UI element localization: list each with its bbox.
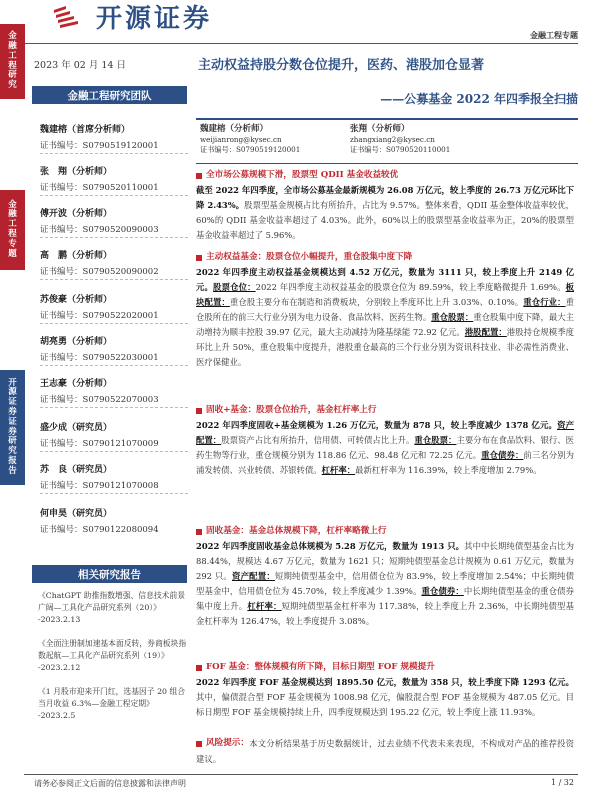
related-reports-band: 相关研究报告 — [32, 565, 187, 583]
analyst-cert: 证书编号：S0790522030001 — [40, 353, 159, 363]
logo-text: 开源证券 — [96, 3, 213, 34]
analyst-cert: 证书编号：S0790522070003 — [40, 395, 159, 405]
author-block — [200, 124, 300, 155]
analyst-entry — [40, 164, 190, 193]
analyst-cert: 证书编号：S0790121070009 — [40, 439, 159, 449]
risk-warning — [196, 736, 574, 767]
analyst-divider — [40, 153, 188, 154]
analyst-entry — [40, 420, 190, 449]
analyst-entry — [40, 462, 190, 491]
analyst-cert: 证书编号：S0790520090003 — [40, 225, 159, 235]
section-heading: 全市场公募规模下滑，股票型 QDII 基金收益较优 — [196, 168, 574, 183]
team-title-band: 金融工程研究团队 — [32, 86, 187, 104]
keyword: 杠杆率： — [247, 601, 282, 612]
analyst-name: 苏 良（研究员） — [40, 465, 113, 475]
analyst-cert: 证书编号：S0790122080094 — [40, 525, 159, 535]
section-text: 中长期纯债型基金的重仓债券集中度上升。 — [196, 586, 574, 612]
section-lead: 截至 2022 年四季度，全市场公募基金最新规模为 26.08 万亿元，较上季度的 26.73 万亿元环比下降 2.43%。 — [196, 185, 575, 211]
related-report-date: -2023.2.13 — [38, 615, 81, 625]
author-block — [350, 124, 450, 155]
analyst-cert: 证书编号：S0790519120001 — [40, 141, 159, 151]
author-bottom-rule — [196, 163, 578, 164]
section-text: 股票资产占比有所抬升，信用债、可转债占比上升。 — [221, 435, 415, 446]
analyst-divider — [40, 237, 188, 238]
keyword: 资产配置： — [232, 571, 275, 582]
analyst-divider — [40, 451, 188, 452]
page-number: 1 / 32 — [550, 778, 574, 787]
keyword: 重仓股票： — [431, 312, 474, 323]
keyword: 重仓债券： — [481, 450, 524, 461]
keyword: 杠杆率： — [321, 465, 356, 476]
keyword: 港股配置： — [464, 327, 507, 338]
summary-section-market — [196, 168, 574, 243]
keyword: 重仓行业： — [523, 297, 566, 308]
analyst-name: 胡亮勇（分析师） — [40, 337, 113, 347]
section-heading: 固收基金：基金总体规模下降，杠杆率略微上行 — [196, 524, 574, 539]
section-body: 本文分析结果基于历史数据统计，过去业绩不代表未来表现，不构成对产品的推荐投资建议。 — [196, 738, 574, 764]
author-name: 魏建榕（分析师） — [200, 124, 269, 134]
section-body: 股票型基金规模占比有所抬升，占比为 9.57%。整体来看，QDII 基金整体收益率较优，60%的 QDII 基金收益率超过了 4.03%。此外，60%以上的股票型基金收益率为正，20%的股票型基金收益率超过了 5.96%。 — [196, 200, 574, 241]
header-divider — [24, 43, 578, 44]
footer-divider — [24, 774, 578, 775]
analyst-entry — [40, 206, 190, 235]
analyst-name: 傅开波（分析师） — [40, 209, 113, 219]
keyword: 重仓股票： — [414, 435, 457, 446]
related-report-item[interactable] — [38, 590, 188, 626]
side-stripe-report: 开源证券 证券研究报告 — [0, 370, 25, 485]
section-lead: 2022 年四季度 FOF 基金规模达到 1895.50 亿元，数量为 358 只，较上季度下降 1293 亿元。 — [196, 677, 574, 688]
section-lead: 2022 年四季度固收基金总体规模为 5.28 万亿元，数量为 1913 只。 — [196, 541, 465, 552]
related-report-item[interactable] — [38, 638, 188, 674]
author-top-rule — [196, 118, 578, 120]
bullet-square-icon — [196, 741, 202, 747]
analyst-divider — [40, 493, 188, 494]
analyst-entry — [40, 334, 190, 363]
summary-section-active-equity — [196, 250, 574, 370]
section-text: 主要分布在食品饮料、银行、医药生物等行业，重仓规模分别为 118.86 亿元、98.48 亿元和 72.25 亿元。 — [196, 435, 575, 461]
company-logo — [52, 2, 213, 34]
analyst-divider — [40, 365, 188, 366]
analyst-name: 张 翔（分析师） — [40, 167, 113, 177]
analyst-cert: 证书编号：S0790520110001 — [40, 183, 159, 193]
section-heading: 风险提示： — [196, 736, 249, 751]
section-text: 重仓股集中度下降，最大主动增持为顺丰控股 39.97 亿元，最大主动减持为隆基绿能 72.92 亿元。 — [196, 312, 575, 338]
analyst-name: 苏俊豪（分析师） — [40, 295, 113, 305]
bullet-square-icon — [196, 408, 202, 414]
section-body: 其中中长期纯债型基金占比为 88.44%，规模达 4.67 万亿元，数量为 1621 只；短期纯债型基金总计规模为 0.61 万亿元，数量为 292 只。 — [196, 541, 575, 582]
analyst-divider — [40, 407, 188, 408]
analyst-cert: 证书编号：S0790520090002 — [40, 267, 159, 277]
author-email[interactable]: zhangxiang2@kysec.cn — [350, 135, 435, 145]
analyst-entry — [40, 506, 190, 535]
keyword: 股票仓位： — [213, 282, 256, 293]
related-report-date: -2023.2.5 — [38, 711, 76, 721]
keyword: 重仓债券： — [421, 586, 464, 597]
author-email[interactable]: weijianrong@kysec.cn — [200, 135, 282, 145]
section-text: 港股持仓规模季度环比上升 50%，重仓股集中度提升，港股重仓最高的三个行业分别为资讯科技业、非必需性消费业、医疗保健业。 — [196, 327, 574, 368]
analyst-name: 王志豪（分析师） — [40, 379, 113, 389]
footer-disclaimer: 请务必参阅正文后面的信息披露和法律声明 — [34, 779, 186, 788]
related-report-title[interactable]: 《1 月股市迎来开门红，选基因子 20 组合当月收益 6.3%—金融工程定期》 — [38, 687, 186, 709]
summary-section-fixed-income — [196, 524, 574, 629]
section-text: 重仓股主要分布在制造和消费板块，分别较上季度环比上升 3.03%、0.10%。 — [229, 297, 524, 308]
author-cert: 证书编号：S0790520110001 — [350, 145, 451, 155]
analyst-cert: 证书编号：S0790522020001 — [40, 311, 159, 321]
bullet-square-icon — [196, 255, 202, 261]
analyst-cert: 证书编号：S0790121070008 — [40, 481, 159, 491]
keyword: 板块配置： — [196, 282, 575, 308]
logo-mark-icon — [52, 4, 88, 28]
bullet-square-icon — [196, 173, 202, 179]
related-report-title[interactable]: 《全面注册制加速基本面反转，券商板块指数起航—工具化产品研究系列（19）》 — [38, 639, 187, 661]
section-text: 2022 年四季度主动权益基金的股票仓位为 89.59%，较上季度略微提升 1.69%。 — [255, 282, 566, 293]
report-subtitle: ——公募基金 2022 年四季报全扫描 — [380, 92, 578, 106]
section-heading: 固收+基金：股票仓位抬升，基金杠杆率上行 — [196, 403, 574, 418]
analyst-entry — [40, 248, 190, 277]
analyst-entry — [40, 122, 190, 151]
author-name: 张翔（分析师） — [350, 124, 410, 134]
analyst-divider — [40, 195, 188, 196]
analyst-name: 盛少成（研究员） — [40, 423, 113, 433]
report-date: 2023 年 02 月 14 日 — [34, 60, 126, 71]
section-text: 重仓股所在的前三大行业分别为电力设备、食品饮料、医药生物。 — [196, 297, 575, 323]
bullet-square-icon — [196, 665, 202, 671]
analyst-divider — [40, 279, 188, 280]
related-report-item[interactable] — [38, 686, 188, 722]
section-text: 前三名分别为浦发转债、兴业转债、苏银转债。 — [196, 450, 575, 476]
section-text: 短期纯债型基金中，信用债仓位为 83.9%，较上季度增加 2.54%；中长期纯债型基金中，信用债仓位为 45.70%，较上季度减少 1.39%。 — [196, 571, 574, 597]
side-stripe-topic: 金融工程专题 — [0, 190, 25, 270]
report-title: 主动权益持股分数仓位提升，医药、港股加仓显著 — [198, 58, 485, 73]
section-lead: 2022 年四季度固收+基金规模为 1.26 万亿元，数量为 878 只，较上季度减少 1378 亿元。 — [196, 420, 558, 431]
analyst-divider — [40, 323, 188, 324]
section-body: 其中，偏债混合型 FOF 基金规模为 1008.98 亿元，偏股混合型 FOF 基金规模为 487.05 亿元。目标日期型 FOF 基金规模持续上升，四季度规模达到 195.22 亿元，较上季度上涨 11.93%。 — [196, 692, 574, 718]
analyst-name: 何申昊（研究员） — [40, 509, 113, 519]
bullet-square-icon — [196, 529, 202, 535]
side-stripe-research: 金融工程研究 — [0, 24, 25, 99]
section-text: 最新杠杆率为 116.39%，较上季度增加 2.79%。 — [355, 465, 542, 476]
author-cert: 证书编号：S0790519120001 — [200, 145, 301, 155]
related-report-date: -2023.2.12 — [38, 663, 81, 673]
section-heading: 主动权益基金：股票仓位小幅提升，重仓股集中度下降 — [196, 250, 574, 265]
section-text: 短期纯债型基金杠杆率为 117.38%，较上季度上升 2.36%，中长期纯债型基金杠杆率为 126.47%，较上季度提升 3.08%。 — [196, 601, 574, 627]
analyst-name: 高 鹏（分析师） — [40, 251, 113, 261]
summary-section-fixed-income-plus — [196, 403, 574, 478]
summary-section-fof — [196, 660, 574, 720]
analyst-entry — [40, 292, 190, 321]
analyst-entry — [40, 376, 190, 405]
section-lead: 2022 年四季度主动权益基金规模达到 4.52 万亿元，数量为 3111 只，较上季度上升 2149 亿元。 — [196, 267, 574, 293]
section-heading: FOF 基金：整体规模有所下降，目标日期型 FOF 规模提升 — [196, 660, 574, 675]
analyst-name: 魏建榕（首席分析师） — [40, 125, 131, 135]
related-report-title[interactable]: 《ChatGPT 助推指数增强、信息技术前景广阔—工具化产品研究系列（20）》 — [38, 591, 186, 613]
keyword: 资产配置： — [196, 420, 574, 446]
report-category-tag: 金融工程专题 — [530, 30, 578, 40]
